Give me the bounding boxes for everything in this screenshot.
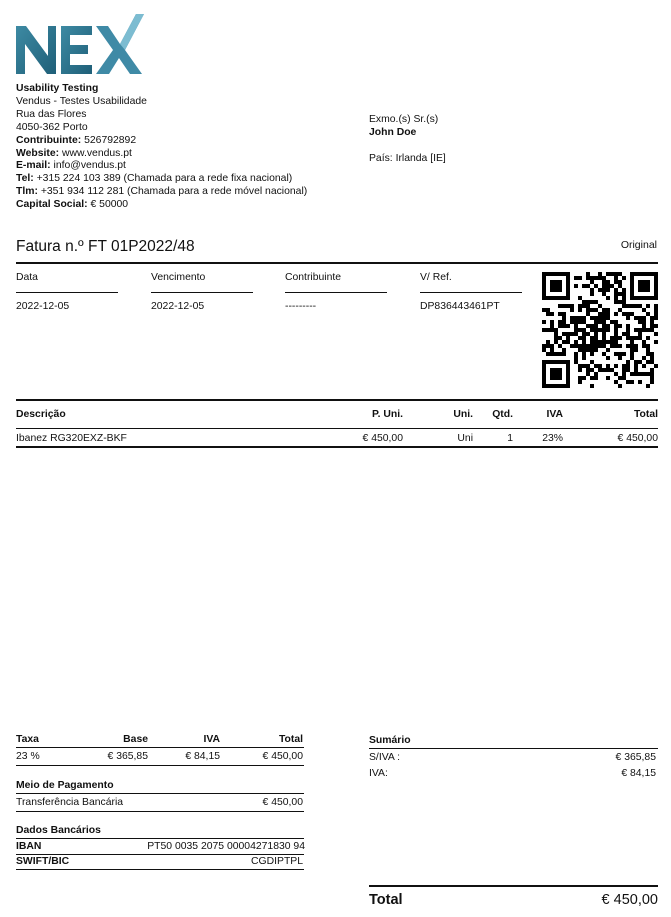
payment-heading: Meio de Pagamento: [16, 780, 114, 791]
qr-code: [542, 272, 658, 388]
col-header-vat: IVA: [546, 409, 563, 420]
meta-value-due: 2022-12-05: [151, 301, 205, 312]
company-email: E-mail: info@vendus.pt: [16, 160, 126, 172]
tax-header-total: Total: [278, 734, 303, 745]
company-subtitle: Vendus - Testes Usabilidade: [16, 95, 147, 107]
col-header-unit-price: P. Uni.: [372, 409, 403, 420]
company-capital: Capital Social: € 50000: [16, 199, 129, 211]
client-info: [369, 113, 446, 165]
meta-label-due: Vencimento: [151, 272, 206, 283]
company-logo: [16, 14, 144, 76]
tax-vat: € 84,15: [185, 751, 220, 762]
item-vat: 23%: [542, 433, 563, 444]
item-unit: Uni: [457, 433, 473, 444]
swift-label: SWIFT/BIC: [16, 856, 70, 867]
payment-method: Transferência Bancária: [16, 797, 124, 808]
col-header-description: Descrição: [16, 409, 66, 420]
summary-net-value: € 365,85: [615, 752, 656, 763]
swift-value: CGDIPTPL: [251, 856, 303, 867]
payment-amount: € 450,00: [262, 797, 303, 808]
meta-value-taxid: ---------: [285, 301, 317, 312]
tax-header-rate: Taxa: [16, 734, 39, 745]
client-name: John Doe: [369, 127, 417, 138]
meta-label-date: Data: [16, 272, 38, 283]
company-tlm: Tlm: +351 934 112 281 (Chamada para a rede móvel nacional): [16, 186, 308, 198]
invoice-copy-label: Original: [620, 239, 657, 251]
grand-total-value: € 450,00: [601, 892, 658, 908]
item-qty: 1: [507, 433, 513, 444]
company-city: 4050-362 Porto: [16, 121, 88, 133]
meta-label-taxid: Contribuinte: [285, 272, 342, 283]
invoice-title: Fatura n.º FT 01P2022/48: [16, 238, 195, 255]
company-info: [16, 83, 307, 212]
col-header-total: Total: [633, 409, 658, 420]
company-website: Website: www.vendus.pt: [16, 147, 132, 159]
col-header-unit: Uni.: [453, 409, 473, 420]
tax-total: € 450,00: [262, 751, 303, 762]
item-total: € 450,00: [617, 433, 658, 444]
meta-label-ref: V/ Ref.: [420, 272, 452, 283]
company-tel: Tel: +315 224 103 389 (Chamada para a rede fixa nacional): [16, 173, 293, 185]
bank-heading: Dados Bancários: [16, 825, 101, 836]
summary-net-label: S/IVA :: [369, 752, 400, 763]
grand-total-label: Total: [369, 892, 403, 908]
meta-value-ref: DP836443461PT: [420, 301, 500, 312]
tax-base: € 365,85: [107, 751, 148, 762]
iban-label: IBAN: [16, 841, 42, 852]
company-name: Usability Testing: [16, 83, 99, 94]
summary-heading: Sumário: [369, 735, 411, 746]
title-divider: [16, 262, 658, 264]
col-header-qty: Qtd.: [492, 409, 513, 420]
client-greeting: Exmo.(s) Sr.(s): [369, 114, 439, 125]
item-description: Ibanez RG320EXZ-BKF: [16, 433, 127, 444]
tax-header-base: Base: [123, 734, 148, 745]
summary-vat-label: IVA:: [369, 768, 388, 779]
item-unit-price: € 450,00: [362, 433, 403, 444]
company-street: Rua das Flores: [16, 108, 87, 120]
meta-value-date: 2022-12-05: [16, 301, 70, 312]
tax-header-vat: IVA: [203, 734, 220, 745]
iban-value: PT50 0035 2075 00004271830 94: [147, 841, 305, 852]
summary-vat-value: € 84,15: [621, 768, 656, 779]
client-country: País: Irlanda [IE]: [369, 153, 446, 164]
tax-rate: 23 %: [16, 751, 40, 762]
company-contribuinte: Contribuinte: 526792892: [16, 134, 137, 146]
